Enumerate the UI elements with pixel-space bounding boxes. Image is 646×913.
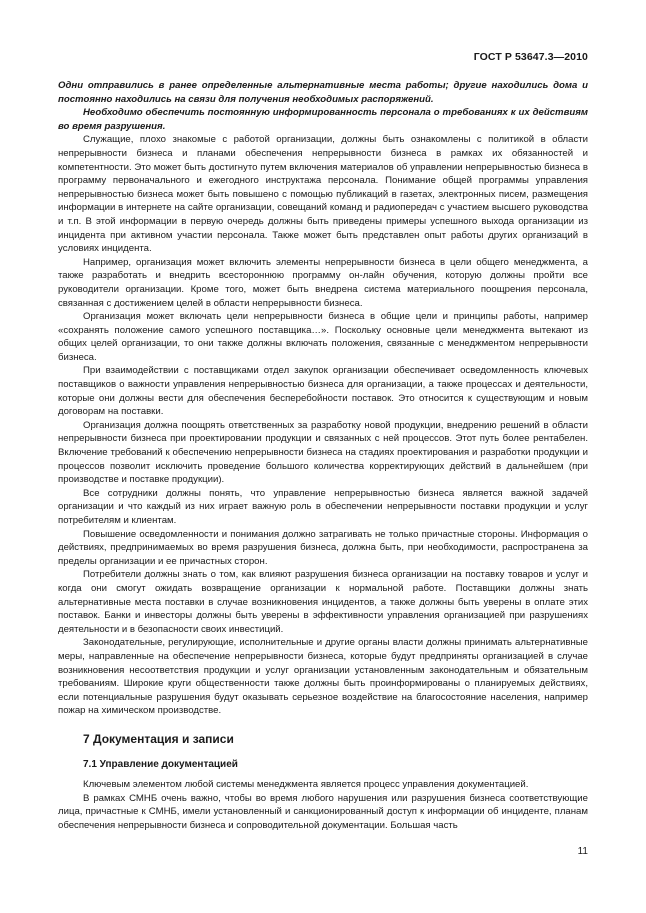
body-paragraph: Служащие, плохо знакомые с работой организации, должны быть ознакомлены с политикой в области непрерывности бизнеса и планами обеспечения непрерывности бизнеса в рамках их обязанностей и компетентности. Это может быть достигнуто путем включения материалов об управлении непрерывностью бизнеса в программу первоначального и ежегодного инструктажа персонала. Понимание общей программы управления непрерывностью бизнеса может быть повышено с помощью публикаций в газетах, электронных писем, размещения информации в интернете на сайте организации, совещаний команд и радиопередач с участием высшего руководства и т.п. В этой информации в первую очередь должны быть приведены примеры успешного выхода организации из инцидента при активном участии персонала. Также может быть представлен опыт работы других организаций в условиях инцидента.	[58, 134, 588, 255]
subsection-heading: 7.1 Управление документацией	[83, 758, 238, 770]
body-paragraph: При взаимодействии с поставщиками отдел закупок организации обеспечивает осведомленность ключевых поставщиков о важности управления непрерывностью бизнеса для организации, а также процессах и деятельности, которые они должны вести для обеспечения бесперебойности поставок. Это относится к существующим и новым договорам на поставки.	[58, 365, 588, 418]
body-paragraph: Повышение осведомленности и понимания должно затрагивать не только причастные стороны. Информация о действиях, предпринимаемых во время разрушения бизнеса, должна быть, при необходимости, распространена за пределы организации и ее причастных сторон.	[58, 528, 588, 567]
intro-italic-paragraph: Необходимо обеспечить постоянную информированность персонала о требованиях к их действиям во время разрушения.	[58, 107, 588, 132]
body-paragraph: Организация может включать цели непрерывности бизнеса в общие цели и принципы работы, например «сохранять положение самого успешного поставщика…». Поскольку основные цели менеджмента вытекают из общих целей организации, то они также должны включать положения, связанные с менеджментом непрерывности бизнеса.	[58, 311, 588, 363]
document-body	[58, 79, 588, 832]
page-number: 11	[577, 846, 588, 857]
body-paragraph: Все сотрудники должны понять, что управление непрерывностью бизнеса является важной задачей организации и что каждый из них играет важную роль в обеспечении непрерывности поставки продукции и услуг потребителям и клиентам.	[58, 487, 588, 526]
body-paragraph: Потребители должны знать о том, как влияют разрушения бизнеса организации на поставку товаров и услуг и когда они смогут ожидать возвращение организации к нормальной работе. Поставщики должны знать альтернативные места поставки в случае возникновения инцидентов, а также должны быть уверены в оплате этих поставок. Банки и инвесторы должны быть уверены в эффективности управления организацией при разрушениях деятельности и в безопасности своих инвестиций.	[58, 569, 588, 635]
body-paragraph: Законодательные, регулирующие, исполнительные и другие органы власти должны принимать альтернативные меры, направленные на обеспечение непрерывности бизнеса, которые будут предприняты организацией в случае возникновения несоответствия продукции и услуг организации установленным законодательным и обязательным требованиям. Широкие круги общественности также должны быть проинформированы о планируемых действиях, если потенциальные разрушения будут оказывать серьезное воздействие на благосостояние населения, например пожар на химическом производстве.	[58, 637, 588, 717]
section-paragraph: В рамках СМНБ очень важно, чтобы во время любого нарушения или разрушения бизнеса соответствующие лица, причастные к СМНБ, имели установленный и санкционированный доступ к информации об инциденте, планам обеспечения непрерывности бизнеса и сопроводительной документации. Большая часть	[58, 792, 588, 831]
section-paragraph: Ключевым элементом любой системы менеджмента является процесс управления документацией.	[83, 778, 529, 790]
section-heading: 7 Документация и записи	[83, 731, 234, 746]
body-paragraph: Организация должна поощрять ответственных за разработку новой продукции, внедрению решений в области непрерывности бизнеса при проектировании продукции и связанных с ней процессов. Этот путь более рентабелен. Включение требований к обеспечению непрерывности бизнеса на стадиях проектирования и разработки продукции и процессов позволит исключить проведение большого количества корректирующих действий в дальнейшем (при производстве и поставке продукции).	[58, 419, 588, 486]
intro-italic-paragraph: Одни отправились в ранее определенные альтернативные места работы; другие находились дома и постоянно находились на связи для получения необходимых распоряжений.	[58, 80, 588, 105]
standard-code: ГОСТ Р 53647.3—2010	[473, 51, 588, 63]
body-paragraph: Например, организация может включить элементы непрерывности бизнеса в цели общего менеджмента, а также разработать и внедрить всестороннюю программу он-лайн обучения, которую должны пройти все руководители организации. Кроме того, может быть внедрена система материального поощрения персонала, связанная с достижением целей в области непрерывности бизнеса.	[58, 256, 588, 309]
